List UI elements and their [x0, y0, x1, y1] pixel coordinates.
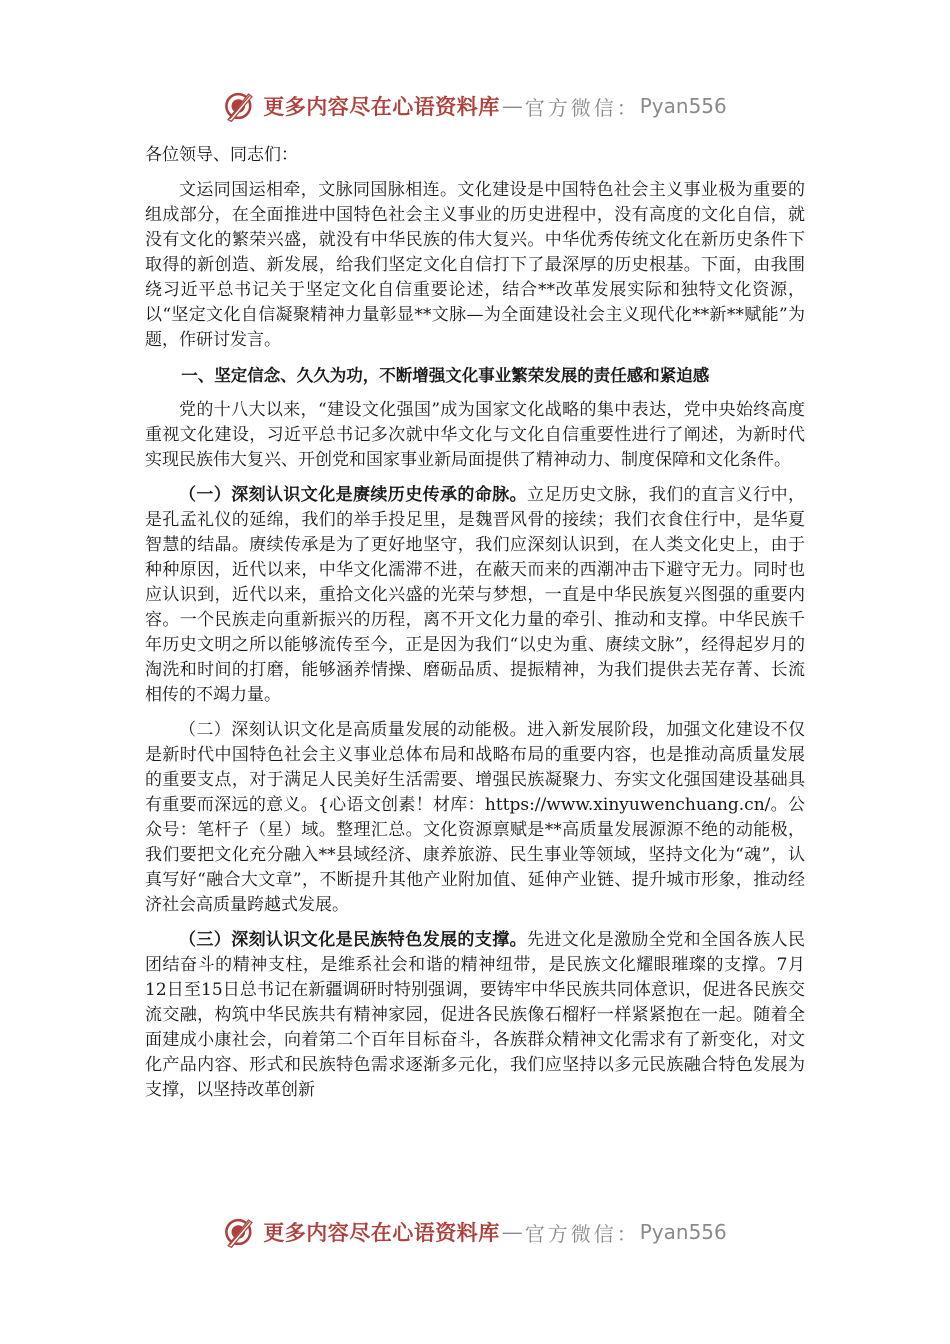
section1-paragraph: 党的十八大以来，“建设文化强国”成为国家文化战略的集中表达，党中央始终高度重视文化建设，习近平总书记多次就中华文化与文化自信重要性进行了阐述，为新时代实现民族伟大复兴、开创党和国家事业新局面提供了精神动力、制度保障和文化条件。: [145, 400, 805, 470]
point-1-text: 立足历史文脉，我们的直言义行中，是孔孟礼仪的延绵，我们的举手投足里，是魏晋风骨的接续；我们衣食住行中，是华夏智慧的结晶。赓续传承是为了更好地坚守，我们应深刻认识到，在人类文化史上，由于种种原因，近代以来，中华文化濡滞不进，在蔽天而来的西潮冲击下避守无力。同时也应认识到，近代以来，重拾文化兴盛的光荣与梦想，一直是中华民族复兴图强的重要内容。一个民族走向重新振兴的历程，离不开文化力量的牵引、推动和支撑。中华民族千年历史文明之所以能够流传至今，正是因为我们“以史为重、赓续文脉”，经得起岁月的淘洗和时间的打磨，能够涵养情操、磨砺品质、提振精神，为我们提供去芜存菁、长流相传的不竭力量。: [145, 485, 805, 705]
section-heading-1: 一、坚定信念、久久为功，不断增强文化事业繁荣发展的责任感和紧迫感: [181, 366, 710, 385]
banner-separator: —: [501, 1220, 523, 1244]
header-banner: [0, 86, 950, 126]
banner-separator: —: [501, 94, 523, 118]
banner-brand: 更多内容尽在心语资料库: [263, 1220, 500, 1245]
banner-brand: 更多内容尽在心语资料库: [263, 94, 500, 119]
banner-wechat-id: Pyan556: [639, 94, 727, 118]
point-3-paragraph: [145, 928, 805, 1103]
pen-logo-icon: [223, 89, 257, 123]
intro-paragraph: 文运同国运相牵，文脉同国脉相连。文化建设是中国特色社会主义事业极为重要的组成部分，在全面推进中国特色社会主义事业的历史进程中，没有高度的文化自信，就没有文化的繁荣兴盛，就没有中华民族的伟大复兴。中华优秀传统文化在新历史条件下取得的新创造、新发展，给我们坚定文化自信打下了最深厚的历史根基。下面，由我围绕习近平总书记关于坚定文化自信重要论述，结合**改革发展实际和独特文化资源，以“坚定文化自信凝聚精神力量彰显**文脉—为全面建设社会主义现代化**新**赋能”为题，作研讨发言。: [145, 180, 805, 350]
point-1-paragraph: [145, 483, 805, 708]
pen-logo-icon: [223, 1215, 257, 1249]
point-2-paragraph: （二）深刻认识文化是高质量发展的动能极。进入新发展阶段，加强文化建设不仅是新时代中国特色社会主义事业总体布局和战略布局的重要内容，也是推动高质量发展的重要支点，对于满足人民美好生活需要、增强民族凝聚力、夯实文化强国建设基础具有重要而深远的意义。{心语文创素！材库：https://www.xinyuwenchuang.cn/。公众号：笔杆子（星）域。整理汇总。文化资源禀赋是**高质量发展源源不绝的动能极，我们要把文化充分融入**县域经济、康养旅游、民生事业等领域，坚持文化为“魂”，认真写好“融合大文章”，不断提升其他产业附加值、延伸产业链、提升城市形象，推动经济社会高质量跨越式发展。: [145, 720, 805, 915]
point-3-text: 先进文化是激励全党和全国各族人民团结奋斗的精神支柱，是维系社会和谐的精神纽带，是民族文化耀眼璀璨的支撑。7月12日至15日总书记在新疆调研时特别强调，要铸牢中华民族共同体意识，促进各民族交流交融，构筑中华民族共有精神家园，促进各民族像石榴籽一样紧紧抱在一起。随着全面建成小康社会，向着第二个百年目标奋斗，各族群众精神文化需求有了新变化，对文化产品内容、形式和民族特色需求逐渐多元化，我们应坚持以多元民族融合特色发展为支撑，以坚持改革创新: [145, 930, 805, 1100]
footer-banner: [0, 1212, 950, 1252]
point-1-heading: （一）深刻认识文化是赓续历史传承的命脉。: [179, 485, 527, 505]
document-body: [145, 143, 805, 1113]
banner-wechat-id: Pyan556: [639, 1220, 727, 1244]
salutation: 各位领导、同志们：: [145, 145, 298, 165]
point-3-heading: （三）深刻认识文化是民族特色发展的支撑。: [179, 930, 527, 950]
banner-wechat-label: 官方微信：: [524, 1221, 640, 1246]
banner-wechat-label: 官方微信：: [524, 95, 640, 120]
